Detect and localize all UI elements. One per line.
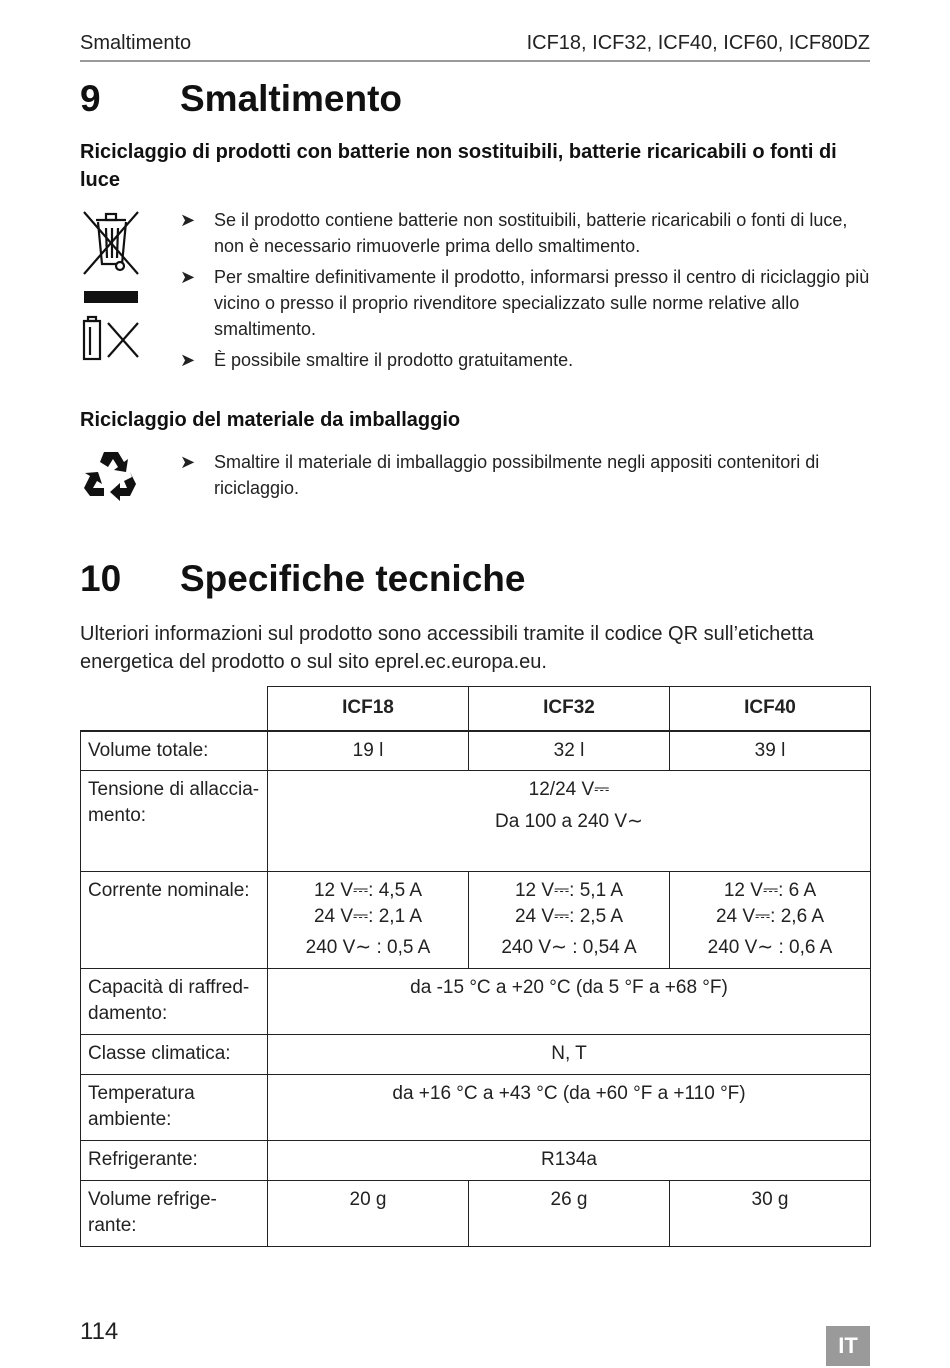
packaging-icons <box>80 448 142 511</box>
list-item: ➤ È possibile smaltire il prodotto gratuitamente. <box>180 347 870 373</box>
list-item: ➤ Se il prodotto contiene batterie non sostituibili, batterie ricaricabili o fonti di luce, non è necessario rimuoverle prima dello smaltimento. <box>180 207 870 259</box>
table-row <box>81 872 871 969</box>
cell-refrigerante: R134a <box>268 1141 871 1181</box>
arrow-bullet-icon: ➤ <box>180 452 196 472</box>
arrow-bullet-icon: ➤ <box>180 350 196 370</box>
table-header-row <box>81 687 871 731</box>
cell-tensione <box>268 771 871 872</box>
row-label-corrente: Corrente nominale: <box>81 872 268 969</box>
arrow-bullet-icon: ➤ <box>180 267 196 287</box>
row-label-refrigerante: Refrigerante: <box>81 1141 268 1181</box>
list-item: ➤ Smaltire il materiale di imballaggio possibilmente negli appositi contenitori di riciclaggio. <box>180 449 870 501</box>
cell-corrente-icf32: 12 V⎓: 5,1 A 24 V⎓: 2,5 A 240 V∼ : 0,54 A <box>469 872 670 969</box>
tensione-dc: 12/24 V⎓ <box>528 779 610 800</box>
cell-volume-icf32: 32 l <box>469 731 670 771</box>
section-9-title <box>80 78 402 120</box>
row-label-temperatura: Temperatura ambiente: <box>81 1075 268 1141</box>
header-models: ICF18, ICF32, ICF40, ICF60, ICF80DZ <box>526 32 870 54</box>
packaging-list <box>180 449 870 506</box>
cell-capacita: da -15 °C a +20 °C (da 5 °F a +68 °F) <box>268 969 871 1035</box>
row-label-capacita: Capacità di raffred-damento: <box>81 969 268 1035</box>
table-row <box>81 731 871 771</box>
section-10-title-text: Specifiche tecniche <box>180 558 526 599</box>
row-label-vol-refrig: Volume refrige-rante: <box>81 1181 268 1247</box>
battery-disposal-icons <box>80 208 142 365</box>
table-row <box>81 771 871 872</box>
cell-classe: N, T <box>268 1035 871 1075</box>
row-label-classe: Classe climatica: <box>81 1035 268 1075</box>
section-9-title-text: Smaltimento <box>180 78 403 119</box>
page-number: 114 <box>80 1318 119 1345</box>
crossed-battery-icon <box>80 315 142 365</box>
subsection-packaging-heading: Riciclaggio del materiale da imballaggio <box>80 409 461 431</box>
list-item: ➤ Per smaltire definitivamente il prodotto, informarsi presso il centro di riciclaggio più vicino o presso il proprio rivenditore specializzato sulle norme relative allo smaltimento. <box>180 264 870 342</box>
table-row <box>81 969 871 1035</box>
column-header-icf32: ICF32 <box>469 687 670 731</box>
arrow-bullet-icon: ➤ <box>180 210 196 230</box>
cell-vol-refrig-icf18: 20 g <box>268 1181 469 1247</box>
table-header-empty <box>81 687 268 731</box>
crossed-bin-icon <box>80 208 142 278</box>
specs-intro: Ulteriori informazioni sul prodotto sono accessibili tramite il codice QR sull’etichetta energetica del prodotto o sul sito eprel.ec.europa.eu. <box>80 623 814 673</box>
recycle-icon <box>80 448 142 506</box>
manual-page <box>80 0 870 1368</box>
cell-vol-refrig-icf32: 26 g <box>469 1181 670 1247</box>
section-10-number: 10 <box>80 558 122 599</box>
tensione-ac: Da 100 a 240 V∼ <box>495 811 643 832</box>
cell-corrente-icf40: 12 V⎓: 6 A 24 V⎓: 2,6 A 240 V∼ : 0,6 A <box>670 872 871 969</box>
cell-temperatura: da +16 °C a +43 °C (da +60 °F a +110 °F) <box>268 1075 871 1141</box>
subsection-battery-recycling-heading: Riciclaggio di prodotti con batterie non sostituibili, batterie ricaricabili o fonti di luce <box>80 141 837 191</box>
cell-vol-refrig-icf40: 30 g <box>670 1181 871 1247</box>
cell-volume-icf18: 19 l <box>268 731 469 771</box>
language-badge: IT <box>826 1326 870 1366</box>
battery-disposal-list <box>180 207 870 378</box>
section-9-number: 9 <box>80 78 101 119</box>
table-row <box>81 1141 871 1181</box>
specs-table <box>80 686 871 1247</box>
row-label-tensione: Tensione di allaccia-mento: <box>81 771 268 872</box>
table-row <box>81 1035 871 1075</box>
table-row <box>81 1075 871 1141</box>
cell-volume-icf40: 39 l <box>670 731 871 771</box>
cell-corrente-icf18: 12 V⎓: 4,5 A 24 V⎓: 2,1 A 240 V∼ : 0,5 A <box>268 872 469 969</box>
row-label-volume: Volume totale: <box>81 731 268 771</box>
header-section: Smaltimento <box>80 32 192 54</box>
running-header <box>80 30 870 62</box>
black-bar-icon <box>80 289 142 309</box>
section-10-title <box>80 558 525 600</box>
column-header-icf18: ICF18 <box>268 687 469 731</box>
table-row <box>81 1181 871 1247</box>
column-header-icf40: ICF40 <box>670 687 871 731</box>
